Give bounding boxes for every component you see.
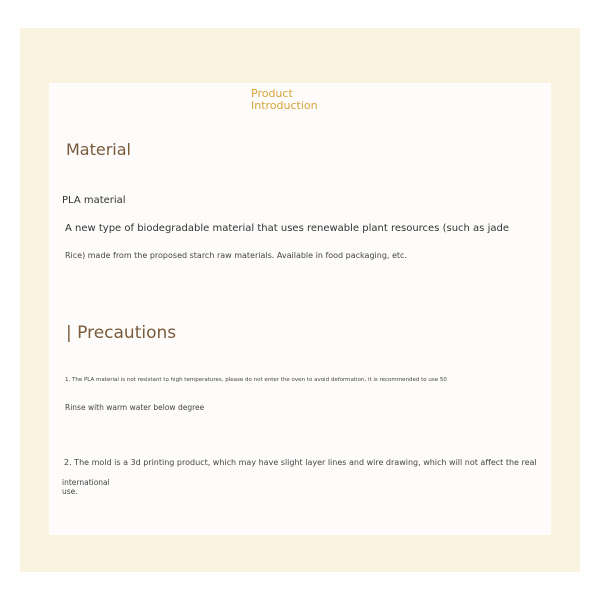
- material-heading: Material: [66, 140, 131, 159]
- precaution-item-2: 2. The mold is a 3d printing product, which may have slight layer lines and wire drawing, which will not affect the real: [64, 458, 537, 467]
- precaution-item-2-continued: international use.: [62, 478, 110, 496]
- precaution-item-1: 1. The PLA material is not resistant to high temperatures, please do not enter the oven to avoid deformation, it is recommended to use 50: [65, 377, 447, 383]
- precautions-heading: | Precautions: [66, 323, 177, 343]
- material-description-line-2: Rice) made from the proposed starch raw materials. Available in food packaging, etc.: [65, 251, 407, 260]
- page-title: Product Introduction: [251, 87, 318, 112]
- precaution-item-1-continued: Rinse with warm water below degree: [65, 403, 205, 412]
- material-description-line-1: A new type of biodegradable material that uses renewable plant resources (such as jade: [65, 223, 509, 234]
- material-name: PLA material: [62, 195, 126, 206]
